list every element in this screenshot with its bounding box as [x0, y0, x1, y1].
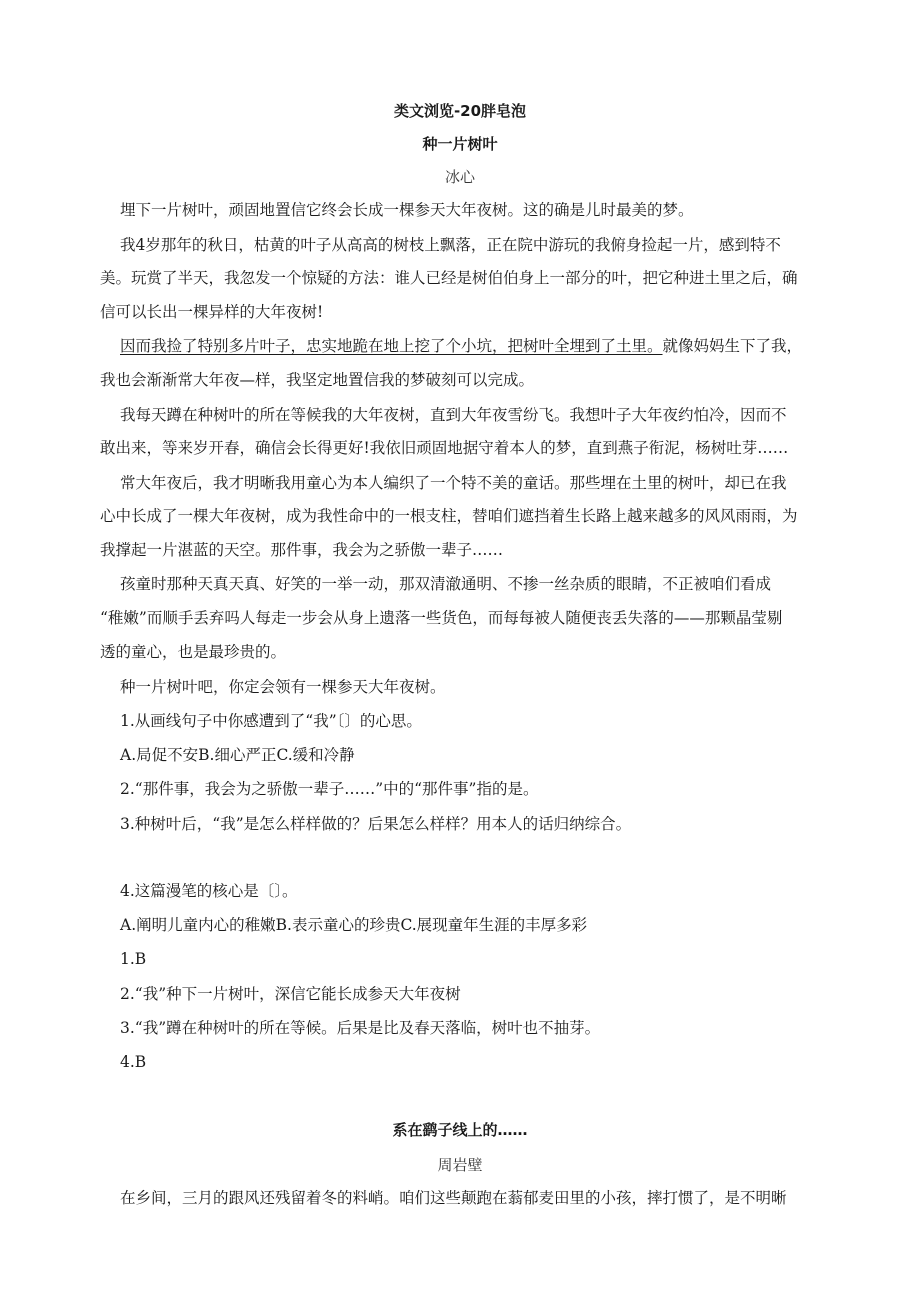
answer-4: 4.B [120, 1053, 147, 1071]
question-1: 1.从画线句子中你感遭到了“我”〔〕的心思。 [120, 712, 422, 730]
sentence-continuation: 就像妈妈生下了我， [662, 337, 803, 355]
paragraph-line: 透的童心，也是最珍贵的。 [100, 643, 287, 661]
answer-3: 3.“我”蹲在种树叶的所在等候。后果是比及春天落临，树叶也不抽芽。 [120, 1019, 601, 1037]
series-title: 类文浏览-20胖皂泡 [393, 102, 527, 120]
paragraph-line: 美。玩赏了半天，我忽发一个惊疑的方法：谁人已经是树伯伯身上一部分的叶，把它种进土里之后，确 [100, 269, 798, 287]
article-title: 种一片树叶 [422, 135, 498, 153]
answer-2: 2.“我”种下一片树叶，深信它能长成参天大年夜树 [120, 985, 461, 1003]
paragraph-line: 心中长成了一棵大年夜树，成为我性命中的一根支柱，替咱们遮挡着生长路上越来越多的风风雨雨，为 [100, 507, 798, 525]
paragraph-line: 我撑起一片湛蓝的天空。那件事，我会为之骄傲一辈子…… [100, 541, 504, 559]
paragraph-line: 我也会渐渐常大年夜—样，我坚定地置信我的梦破刻可以完成。 [100, 371, 535, 389]
question-3: 3.种树叶后，“我”是怎么样样做的？后果怎么样样？用本人的话归纳综合。 [120, 815, 632, 833]
article-author: 周岩壁 [437, 1156, 483, 1174]
article-title: 系在鹞子线上的…… [392, 1121, 528, 1139]
paragraph-line: 常大年夜后，我才明晰我用童心为本人编织了一个特不美的童话。那些埋在土里的树叶，却已在我 [120, 474, 787, 492]
question-1-options: A.局促不安B.细心严正C.缓和冷静 [120, 746, 355, 764]
article-author: 冰心 [444, 168, 475, 186]
paragraph-line: 种一片树叶吧，你定会领有一棵参天大年夜树。 [120, 678, 446, 696]
paragraph-line: 敢出来，等来岁开春，确信会长得更好!我依旧顽固地据守着本人的梦，直到燕子衔泥，杨树吐芽…… [100, 439, 789, 457]
paragraph-line: 埋下一片树叶，顽固地置信它终会长成一棵参天大年夜树。这的确是儿时最美的梦。 [120, 201, 694, 219]
paragraph-line: 我4岁那年的秋日，枯黄的叶子从高高的树枝上飘落，正在院中游玩的我俯身捡起一片，感到特不 [120, 236, 781, 254]
paragraph-line: 我每天蹲在种树叶的所在等候我的大年夜树，直到大年夜雪纷飞。我想叶子大年夜约怕冷，因而不 [120, 406, 787, 424]
underlined-sentence: 因而我捡了特别多片叶子，忠实地跪在地上挖了个小坑，把树叶全埋到了土里。 [120, 337, 663, 355]
question-4: 4.这篇漫笔的核心是〔〕。 [120, 882, 298, 900]
paragraph-line: 在乡间，三月的跟风还残留着冬的料峭。咱们这些颠跑在蓊郁麦田里的小孩，摔打惯了，是不明晰 [120, 1189, 787, 1207]
underlined-sentence-line [120, 336, 802, 356]
question-2: 2.“那件事，我会为之骄傲一辈子……”中的“那件事”指的是。 [120, 780, 539, 798]
paragraph-line: “稚嫩”而顺手丢弃吗人每走一步会从身上遗落一些货色，而每每被人随便丧丢失落的——那颗晶莹剔 [100, 609, 783, 627]
paragraph-line: 信可以长出一棵异样的大年夜树! [100, 303, 324, 321]
answer-1: 1.B [120, 950, 147, 968]
question-4-options: A.阐明儿童内心的稚嫩B.表示童心的珍贵C.展现童年生涯的丰厚多彩 [120, 916, 588, 934]
paragraph-line: 孩童时那种天真天真、好笑的一举一动，那双清澈通明、不掺一丝杂质的眼睛，不正被咱们看成 [120, 575, 772, 593]
